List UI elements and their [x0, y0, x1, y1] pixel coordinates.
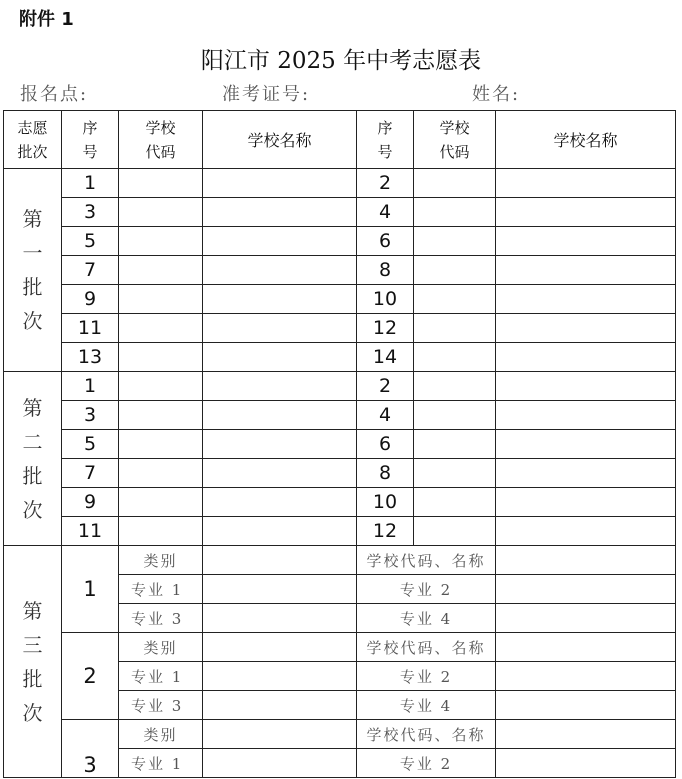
school-name-cell[interactable] [496, 488, 676, 517]
school-code-cell[interactable] [414, 430, 496, 459]
table-row [4, 227, 676, 256]
seq-number: 8 [357, 256, 414, 285]
school-code-cell[interactable] [119, 459, 203, 488]
school-code-cell[interactable] [119, 401, 203, 430]
seq-number: 7 [62, 459, 119, 488]
major-label: 专业 2 [357, 575, 496, 604]
school-code-cell[interactable] [119, 343, 203, 372]
school-code-cell[interactable] [414, 459, 496, 488]
major-cell[interactable] [203, 575, 357, 604]
table-row [4, 430, 676, 459]
school-name-cell[interactable] [203, 285, 357, 314]
major-cell[interactable] [496, 662, 676, 691]
seq-header: 序 号 [357, 111, 414, 169]
school-code-cell[interactable] [414, 488, 496, 517]
school-name-cell[interactable] [203, 401, 357, 430]
seq-number: 11 [62, 314, 119, 343]
category-label: 类别 [119, 720, 203, 749]
school-name-cell[interactable] [203, 343, 357, 372]
school-name-cell[interactable] [496, 314, 676, 343]
batch2-label: 第 二 批 次 [4, 372, 62, 546]
school-name-cell[interactable] [203, 372, 357, 401]
seq-number: 1 [62, 372, 119, 401]
table-row [4, 256, 676, 285]
seq-header: 序 号 [62, 111, 119, 169]
school-code-cell[interactable] [414, 256, 496, 285]
school-name-cell[interactable] [203, 459, 357, 488]
school-code-cell[interactable] [119, 372, 203, 401]
seq-number: 11 [62, 517, 119, 546]
seq-number: 12 [357, 314, 414, 343]
code-header: 学校 代码 [119, 111, 203, 169]
school-name-cell[interactable] [496, 198, 676, 227]
school-code-cell[interactable] [119, 430, 203, 459]
table-row [4, 488, 676, 517]
school-name-cell[interactable] [496, 227, 676, 256]
seq-number: 2 [357, 372, 414, 401]
school-code-cell[interactable] [119, 517, 203, 546]
school-code-cell[interactable] [119, 285, 203, 314]
table-row [4, 343, 676, 372]
school-code-cell[interactable] [414, 198, 496, 227]
school-name-cell[interactable] [203, 227, 357, 256]
major-label: 专业 1 [119, 662, 203, 691]
seq-number: 8 [357, 459, 414, 488]
group-number: 1 [62, 546, 119, 633]
seq-number: 12 [357, 517, 414, 546]
school-code-cell[interactable] [414, 169, 496, 198]
school-code-cell[interactable] [414, 517, 496, 546]
application-form-table [3, 110, 676, 778]
school-name-cell[interactable] [203, 198, 357, 227]
school-code-cell[interactable] [414, 401, 496, 430]
major-cell[interactable] [496, 575, 676, 604]
major-cell[interactable] [203, 662, 357, 691]
table-row [4, 401, 676, 430]
school-code-name-cell[interactable] [496, 720, 676, 749]
school-name-cell[interactable] [496, 517, 676, 546]
table-row [4, 459, 676, 488]
seq-number: 2 [357, 169, 414, 198]
category-label: 类别 [119, 546, 203, 575]
seq-number: 5 [62, 430, 119, 459]
school-code-cell[interactable] [119, 198, 203, 227]
school-code-cell[interactable] [414, 227, 496, 256]
page-title: 阳江市 2025 年中考志愿表 [200, 48, 482, 74]
seq-number: 6 [357, 227, 414, 256]
school-name-cell[interactable] [496, 343, 676, 372]
school-name-cell[interactable] [203, 430, 357, 459]
school-name-cell[interactable] [496, 401, 676, 430]
group-number: 2 [62, 633, 119, 720]
code-header: 学校 代码 [414, 111, 496, 169]
table-row [4, 169, 676, 198]
exam-number-label: 准考证号: [222, 84, 311, 105]
table-row [4, 314, 676, 343]
school-code-name-cell[interactable] [496, 633, 676, 662]
school-code-name-label: 学校代码、名称 [357, 633, 496, 662]
school-code-name-label: 学校代码、名称 [357, 546, 496, 575]
school-code-cell[interactable] [119, 314, 203, 343]
school-name-cell[interactable] [203, 256, 357, 285]
major-label: 专业 2 [357, 749, 496, 778]
seq-number: 9 [62, 488, 119, 517]
school-name-cell[interactable] [203, 169, 357, 198]
school-code-name-cell[interactable] [496, 546, 676, 575]
school-name-cell[interactable] [203, 488, 357, 517]
school-name-cell[interactable] [496, 430, 676, 459]
table-row [4, 372, 676, 401]
seq-number: 10 [357, 488, 414, 517]
major-cell[interactable] [203, 749, 357, 778]
batch1-label: 第 一 批 次 [4, 169, 62, 372]
group-number: 3 [62, 720, 119, 778]
category-cell[interactable] [203, 633, 357, 662]
major-label: 专业 3 [119, 691, 203, 720]
school-name-cell[interactable] [203, 517, 357, 546]
seq-number: 4 [357, 401, 414, 430]
table-row [4, 198, 676, 227]
attachment-label: 附件 1 [19, 9, 74, 30]
header-row [4, 111, 676, 169]
category-label: 类别 [119, 633, 203, 662]
school-code-cell[interactable] [119, 256, 203, 285]
major-cell[interactable] [496, 749, 676, 778]
seq-number: 3 [62, 198, 119, 227]
category-cell[interactable] [203, 546, 357, 575]
school-name-cell[interactable] [496, 285, 676, 314]
major-label: 专业 4 [357, 604, 496, 633]
seq-number: 1 [62, 169, 119, 198]
seq-number: 9 [62, 285, 119, 314]
school-code-name-label: 学校代码、名称 [357, 720, 496, 749]
school-name-header: 学校名称 [496, 111, 676, 169]
school-name-cell[interactable] [496, 372, 676, 401]
batch-header: 志愿 批次 [4, 111, 62, 169]
major-label: 专业 2 [357, 662, 496, 691]
seq-number: 13 [62, 343, 119, 372]
table-row [4, 720, 676, 749]
school-name-cell[interactable] [496, 169, 676, 198]
major-cell[interactable] [496, 604, 676, 633]
school-name-cell[interactable] [203, 314, 357, 343]
table-row [4, 546, 676, 575]
registration-point-label: 报名点: [20, 84, 89, 105]
school-name-header: 学校名称 [203, 111, 357, 169]
seq-number: 3 [62, 401, 119, 430]
school-name-cell[interactable] [496, 256, 676, 285]
seq-number: 5 [62, 227, 119, 256]
major-cell[interactable] [496, 691, 676, 720]
major-label: 专业 1 [119, 749, 203, 778]
major-label: 专业 1 [119, 575, 203, 604]
major-cell[interactable] [203, 691, 357, 720]
school-code-cell[interactable] [119, 169, 203, 198]
major-cell[interactable] [203, 604, 357, 633]
seq-number: 7 [62, 256, 119, 285]
school-code-cell[interactable] [414, 285, 496, 314]
table-row [4, 285, 676, 314]
school-code-cell[interactable] [119, 227, 203, 256]
seq-number: 4 [357, 198, 414, 227]
table-row [4, 633, 676, 662]
school-code-cell[interactable] [414, 343, 496, 372]
seq-number: 14 [357, 343, 414, 372]
school-name-cell[interactable] [496, 459, 676, 488]
category-cell[interactable] [203, 720, 357, 749]
school-code-cell[interactable] [414, 314, 496, 343]
table-row [4, 517, 676, 546]
name-label: 姓名: [472, 84, 521, 105]
batch3-label: 第 三 批 次 [4, 546, 62, 778]
major-label: 专业 4 [357, 691, 496, 720]
school-code-cell[interactable] [414, 372, 496, 401]
seq-number: 6 [357, 430, 414, 459]
major-label: 专业 3 [119, 604, 203, 633]
seq-number: 10 [357, 285, 414, 314]
school-code-cell[interactable] [119, 488, 203, 517]
